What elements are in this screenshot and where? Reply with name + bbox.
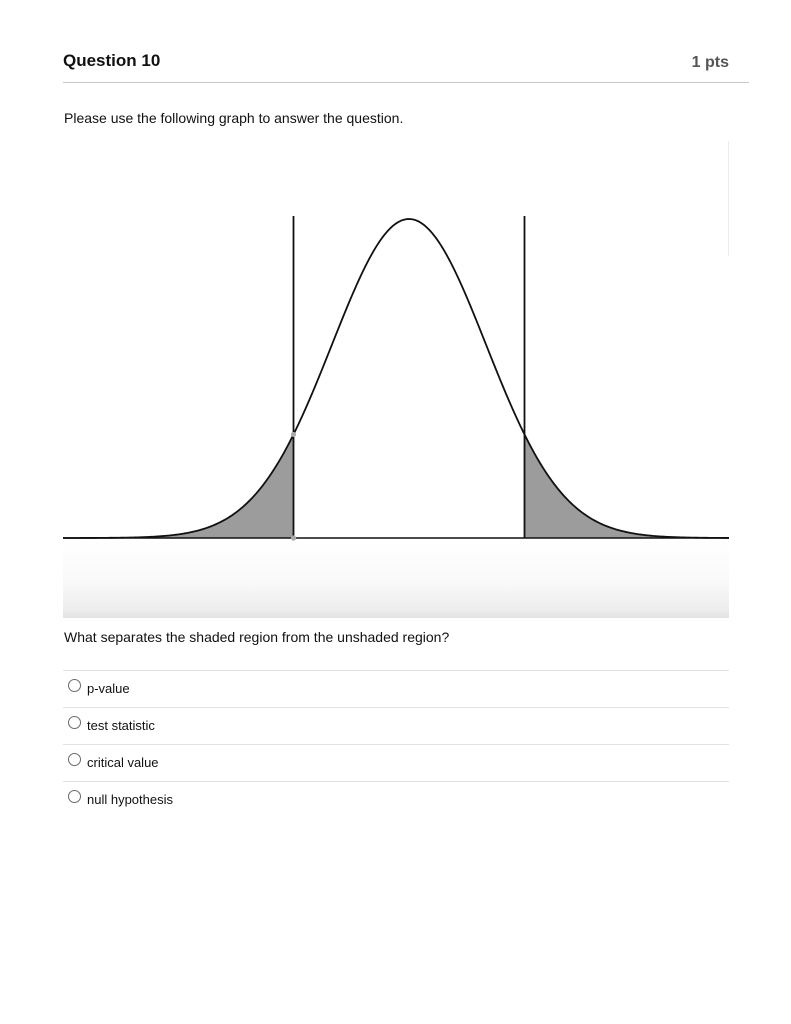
left-boundary-axis-point bbox=[291, 535, 296, 540]
normal-curve-svg bbox=[63, 141, 729, 618]
answer-option[interactable] bbox=[63, 782, 729, 818]
radio-button-icon[interactable] bbox=[68, 679, 81, 692]
question-prompt: Please use the following graph to answer the question. bbox=[64, 110, 404, 126]
question-text: What separates the shaded region from the unshaded region? bbox=[64, 629, 450, 645]
answer-label[interactable]: null hypothesis bbox=[87, 792, 173, 807]
answer-list bbox=[63, 670, 729, 818]
answer-label[interactable]: critical value bbox=[87, 755, 159, 770]
question-header bbox=[63, 48, 749, 83]
question-title: Question 10 bbox=[63, 51, 161, 70]
radio-button-icon[interactable] bbox=[68, 790, 81, 803]
radio-button-icon[interactable] bbox=[68, 716, 81, 729]
density-curve bbox=[63, 219, 729, 538]
left-tail-shaded-region bbox=[63, 434, 294, 538]
left-boundary-curve-point bbox=[291, 432, 296, 437]
answer-option[interactable] bbox=[63, 671, 729, 708]
answer-option[interactable] bbox=[63, 745, 729, 782]
radio-button-icon[interactable] bbox=[68, 753, 81, 766]
normal-curve-figure bbox=[63, 141, 729, 618]
answer-label[interactable]: test statistic bbox=[87, 718, 155, 733]
question-points: 1 pts bbox=[691, 54, 729, 71]
answer-option[interactable] bbox=[63, 708, 729, 745]
answer-label[interactable]: p-value bbox=[87, 681, 130, 696]
